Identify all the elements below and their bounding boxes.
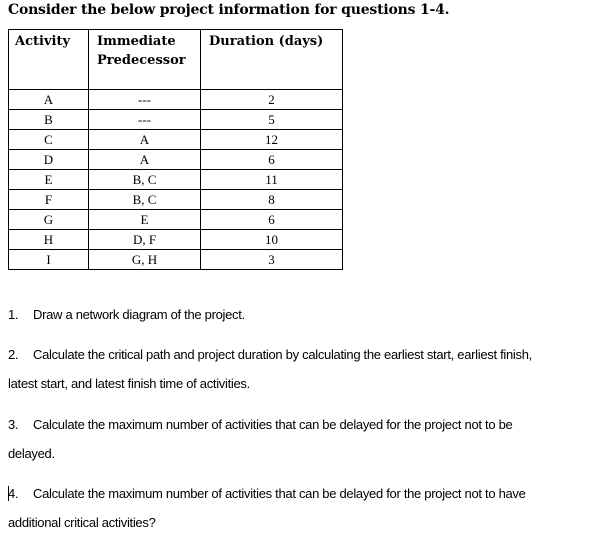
cell-activity: C <box>9 130 89 150</box>
cell-activity: F <box>9 190 89 210</box>
question-text: Calculate the maximum number of activities that can be delayed for the project not to be <box>33 417 513 432</box>
cell-predecessor: B, C <box>89 190 201 210</box>
table-row <box>9 130 343 150</box>
question-number: 3. <box>8 417 19 432</box>
question-text: additional critical activities? <box>8 515 156 530</box>
cell-activity: D <box>9 150 89 170</box>
question-3 <box>8 410 512 439</box>
table-row <box>9 190 343 210</box>
question-text: Draw a network diagram of the project. <box>33 307 245 322</box>
cell-activity: H <box>9 230 89 250</box>
table-row <box>9 170 343 190</box>
cell-duration: 10 <box>201 230 343 250</box>
question-4 <box>8 479 526 508</box>
question-text: Calculate the critical path and project duration by calculating the earliest start, earliest finish, <box>33 347 532 362</box>
header-predecessor-line1: Immediate <box>97 34 176 49</box>
project-table <box>8 29 343 270</box>
cell-predecessor: D, F <box>89 230 201 250</box>
cell-activity: E <box>9 170 89 190</box>
table-header-row <box>9 30 343 90</box>
header-activity: Activity <box>9 30 89 90</box>
question-text: delayed. <box>8 446 55 461</box>
cell-predecessor: --- <box>89 110 201 130</box>
table-row <box>9 250 343 270</box>
cell-activity: I <box>9 250 89 270</box>
cell-predecessor: B, C <box>89 170 201 190</box>
header-predecessor-line2: Predecessor <box>97 53 186 68</box>
question-number: 1. <box>8 307 19 322</box>
question-text: latest start, and latest finish time of activities. <box>8 376 250 391</box>
cell-duration: 6 <box>201 150 343 170</box>
question-number: 4. <box>8 486 19 501</box>
cell-predecessor: --- <box>89 90 201 110</box>
question-3-continued <box>8 439 55 468</box>
cell-predecessor: G, H <box>89 250 201 270</box>
question-2-continued <box>8 369 250 398</box>
cell-duration: 8 <box>201 190 343 210</box>
cell-activity: G <box>9 210 89 230</box>
question-text: Calculate the maximum number of activities that can be delayed for the project not to have <box>33 486 526 501</box>
cell-predecessor: A <box>89 130 201 150</box>
table-row <box>9 150 343 170</box>
question-1 <box>8 300 245 329</box>
table-row <box>9 230 343 250</box>
table-row <box>9 110 343 130</box>
question-number: 2. <box>8 347 19 362</box>
cell-duration: 5 <box>201 110 343 130</box>
cell-duration: 3 <box>201 250 343 270</box>
table-row <box>9 90 343 110</box>
cell-duration: 6 <box>201 210 343 230</box>
cell-duration: 12 <box>201 130 343 150</box>
cell-duration: 2 <box>201 90 343 110</box>
cell-predecessor: A <box>89 150 201 170</box>
cell-predecessor: E <box>89 210 201 230</box>
question-2 <box>8 340 532 369</box>
page-heading: Consider the below project information for questions 1-4. <box>8 2 450 18</box>
table-row <box>9 210 343 230</box>
cell-activity: B <box>9 110 89 130</box>
cell-activity: A <box>9 90 89 110</box>
cell-duration: 11 <box>201 170 343 190</box>
header-predecessor <box>89 30 201 90</box>
header-duration: Duration (days) <box>201 30 343 90</box>
